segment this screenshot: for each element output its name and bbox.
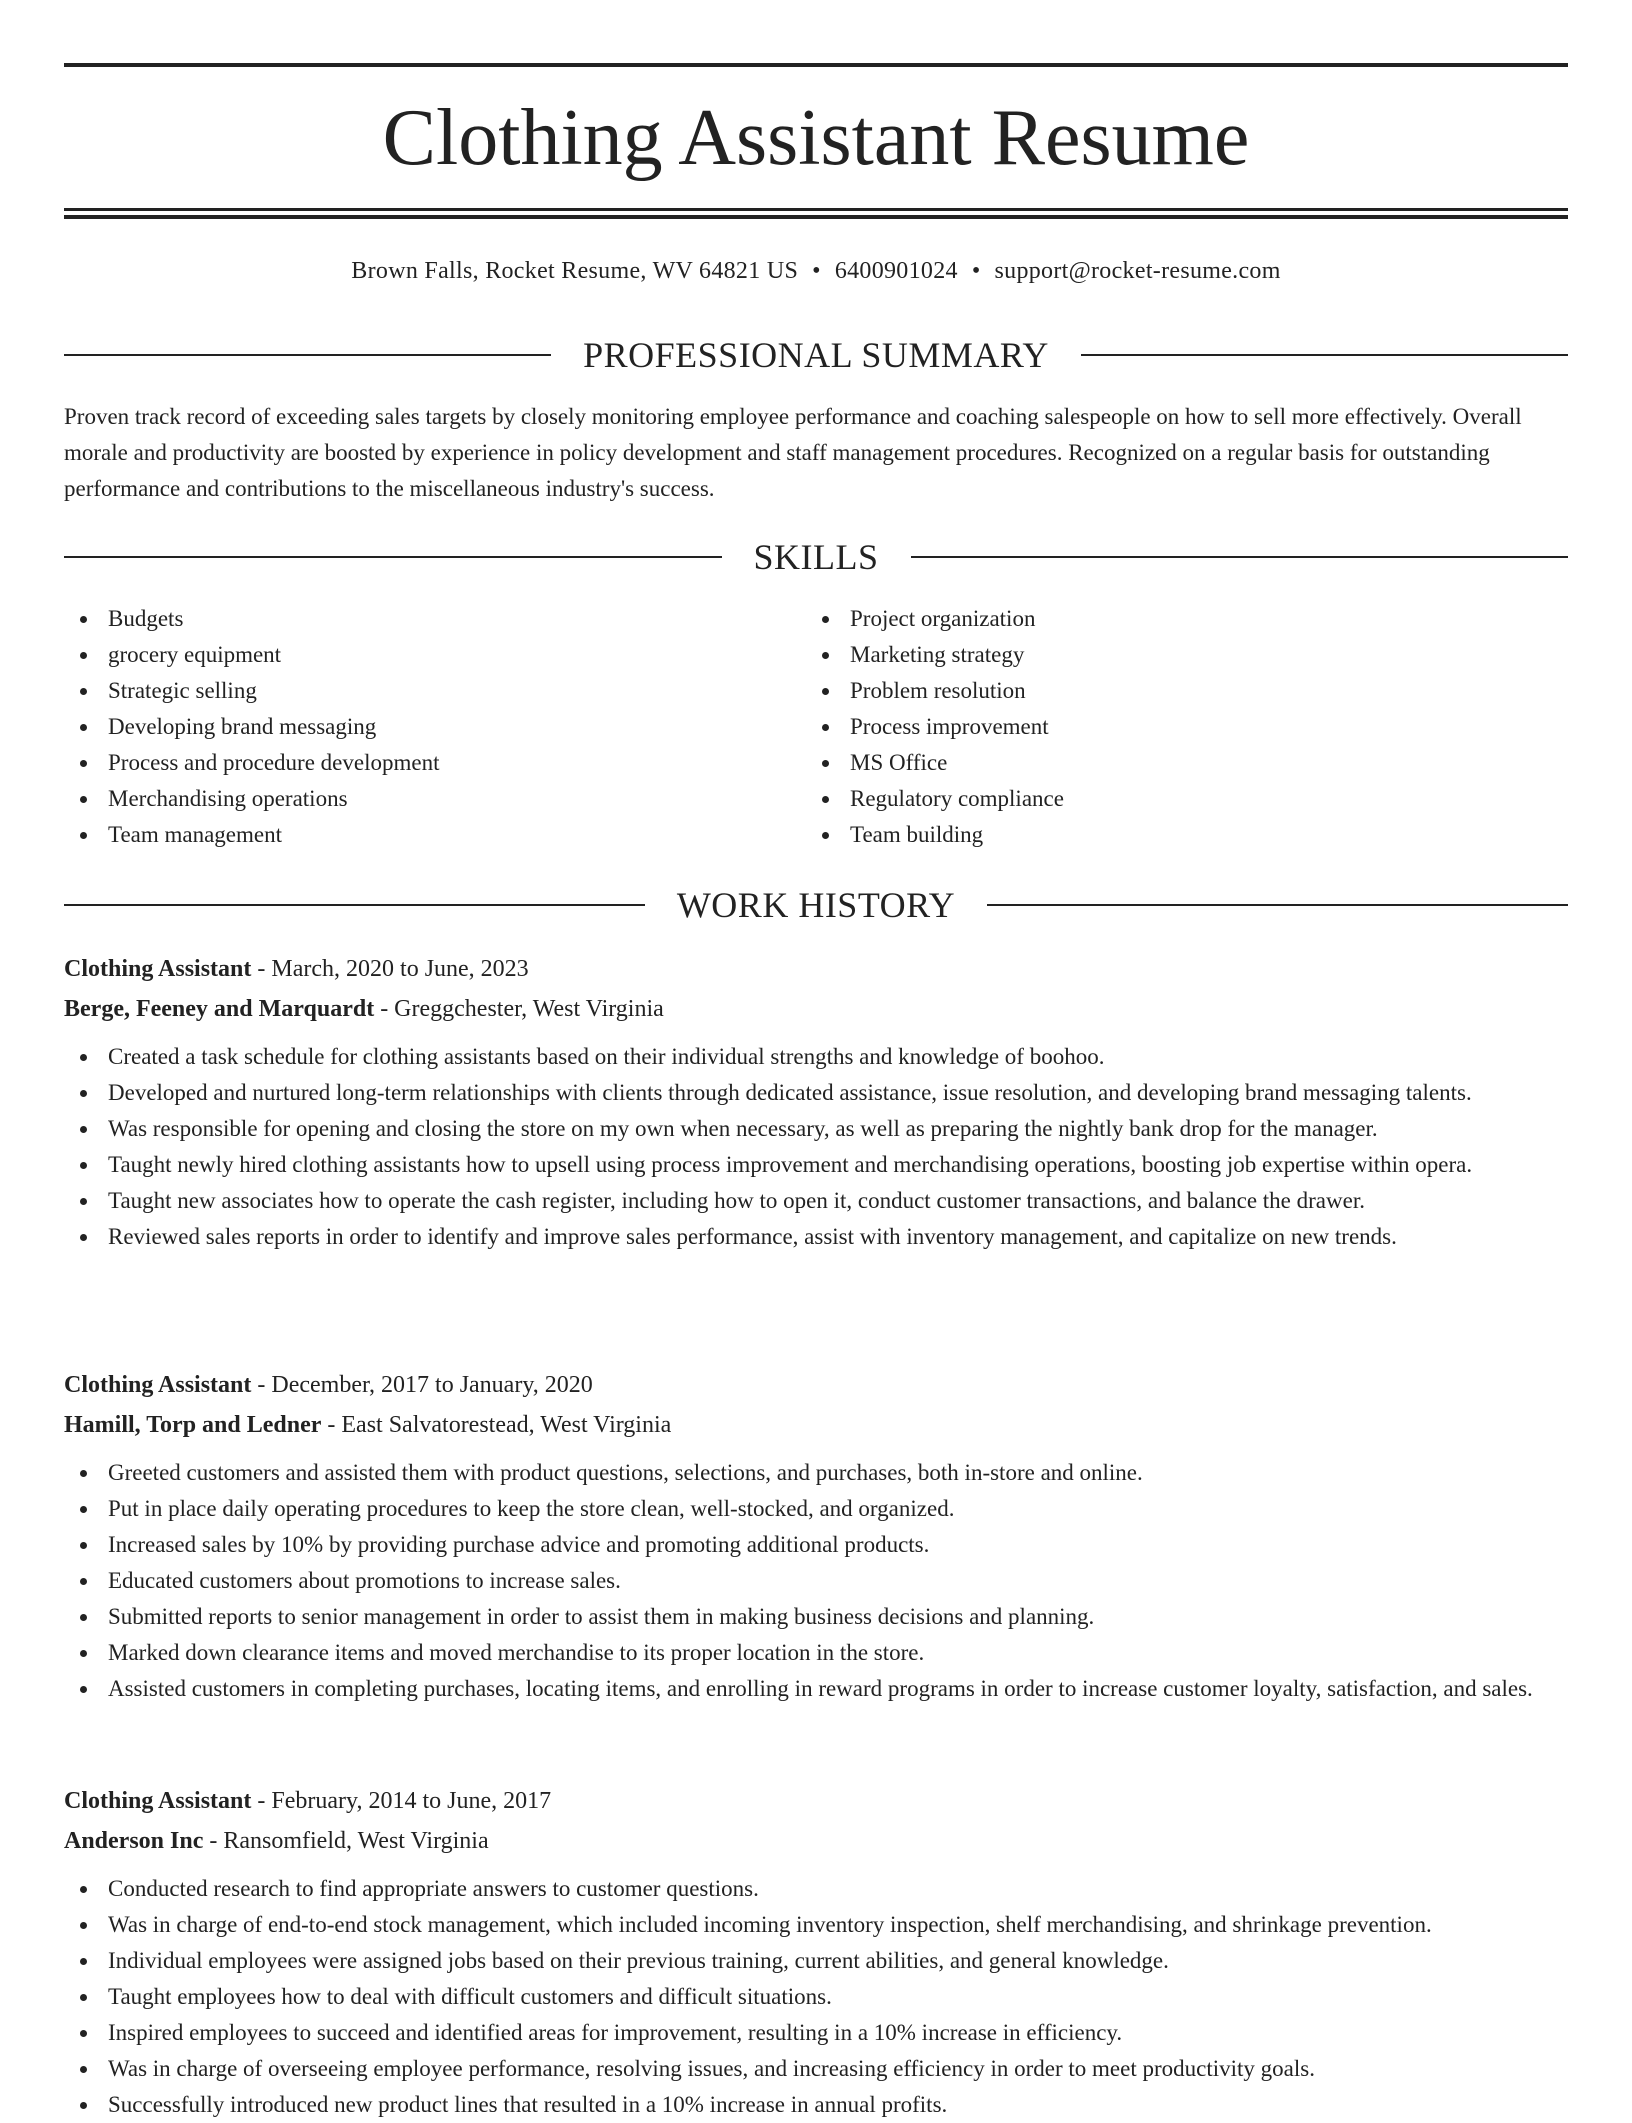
job-entry — [64, 1365, 1568, 1707]
contact-phone: 6400901024 — [834, 258, 958, 284]
job-duty: Educated customers about promotions to increase sales. — [64, 1563, 1568, 1599]
heading-rule-left — [64, 904, 645, 906]
job-duty: Taught employees how to deal with difficult customers and difficult situations. — [64, 1979, 1568, 2015]
job-title: Clothing Assistant — [64, 1372, 252, 1398]
skill-item: Merchandising operations — [64, 781, 806, 817]
contact-separator: • — [971, 258, 981, 284]
job-dates: - February, 2014 to June, 2017 — [251, 1788, 552, 1814]
job-company: Hamill, Torp and Ledner — [64, 1412, 322, 1438]
job-duty: Assisted customers in completing purchases, locating items, and enrolling in reward programs in order to increase customer loyalty, satisfaction, and sales. — [64, 1671, 1568, 1707]
skills-column-right — [806, 601, 1548, 853]
header-bottom-rule-lower — [64, 215, 1568, 219]
job-title-line — [64, 949, 1568, 989]
skill-item: Project organization — [806, 601, 1548, 637]
job-duty: Taught new associates how to operate the cash register, including how to open it, conduct customer transactions, and balance the drawer. — [64, 1183, 1568, 1219]
skill-item: Team building — [806, 817, 1548, 853]
job-dates: - December, 2017 to January, 2020 — [251, 1372, 593, 1398]
job-duty: Greeted customers and assisted them with product questions, selections, and purchases, both in-store and online. — [64, 1455, 1568, 1491]
job-company-line — [64, 989, 1568, 1029]
job-location: - Ransomfield, West Virginia — [203, 1828, 489, 1854]
skill-item: Developing brand messaging — [64, 709, 806, 745]
skill-item: Problem resolution — [806, 673, 1548, 709]
skill-item: MS Office — [806, 745, 1548, 781]
job-duty: Was in charge of overseeing employee performance, resolving issues, and increasing efficiency in order to meet productivity goals. — [64, 2051, 1568, 2087]
skill-item: grocery equipment — [64, 637, 806, 673]
heading-rule-right — [911, 556, 1569, 558]
contact-line — [64, 254, 1568, 288]
summary-heading: PROFESSIONAL SUMMARY — [583, 335, 1049, 375]
job-company: Anderson Inc — [64, 1828, 204, 1854]
skills-column-left — [64, 601, 806, 853]
job-duty: Was responsible for opening and closing the store on my own when necessary, as well as preparing the nightly bank drop for the manager. — [64, 1111, 1568, 1147]
job-duty: Created a task schedule for clothing assistants based on their individual strengths and knowledge of boohoo. — [64, 1039, 1568, 1075]
job-entry — [64, 1781, 1568, 2123]
job-duty: Put in place daily operating procedures to keep the store clean, well-stocked, and organized. — [64, 1491, 1568, 1527]
skill-item: Budgets — [64, 601, 806, 637]
heading-rule-left — [64, 354, 551, 356]
job-duties — [64, 1871, 1568, 2123]
job-company: Berge, Feeney and Marquardt — [64, 996, 375, 1022]
job-duty: Increased sales by 10% by providing purchase advice and promoting additional products. — [64, 1527, 1568, 1563]
resume-title: Clothing Assistant Resume — [382, 94, 1250, 182]
job-duty: Individual employees were assigned jobs based on their previous training, current abilities, and general knowledge. — [64, 1943, 1568, 1979]
job-duty: Conducted research to find appropriate answers to customer questions. — [64, 1871, 1568, 1907]
skills-list — [64, 601, 1568, 853]
contact-address: Brown Falls, Rocket Resume, WV 64821 US — [351, 258, 799, 284]
heading-rule-right — [987, 904, 1568, 906]
skill-item: Marketing strategy — [806, 637, 1548, 673]
job-duty: Developed and nurtured long-term relationships with clients through dedicated assistance, issue resolution, and developing brand messaging talents. — [64, 1075, 1568, 1111]
skills-heading-row — [64, 535, 1568, 579]
job-company-line — [64, 1821, 1568, 1861]
job-duty: Successfully introduced new product lines that resulted in a 10% increase in annual profits. — [64, 2087, 1568, 2123]
heading-rule-left — [64, 556, 722, 558]
skills-heading: SKILLS — [753, 537, 879, 577]
heading-rule-right — [1081, 354, 1568, 356]
job-duties — [64, 1039, 1568, 1255]
skill-item: Strategic selling — [64, 673, 806, 709]
contact-separator: • — [812, 258, 821, 284]
work-heading: WORK HISTORY — [676, 885, 956, 925]
skill-item: Process improvement — [806, 709, 1548, 745]
job-duties — [64, 1455, 1568, 1707]
job-entry — [64, 949, 1568, 1255]
job-duty: Marked down clearance items and moved merchandise to its proper location in the store. — [64, 1635, 1568, 1671]
job-location: - East Salvatorestead, West Virginia — [321, 1412, 672, 1438]
job-title-line — [64, 1781, 1568, 1821]
job-duty: Submitted reports to senior management in order to assist them in making business decisions and planning. — [64, 1599, 1568, 1635]
job-company-line — [64, 1405, 1568, 1445]
job-title: Clothing Assistant — [64, 956, 252, 982]
job-duty: Was in charge of end-to-end stock management, which included incoming inventory inspection, shelf merchandising, and shrinkage prevention. — [64, 1907, 1568, 1943]
skill-item: Team management — [64, 817, 806, 853]
job-title-line — [64, 1365, 1568, 1405]
header-bottom-rule-upper — [64, 208, 1568, 211]
contact-email: support@rocket-resume.com — [994, 258, 1281, 284]
job-duty: Inspired employees to succeed and identified areas for improvement, resulting in a 10% increase in efficiency. — [64, 2015, 1568, 2051]
job-location: - Greggchester, West Virginia — [374, 996, 664, 1022]
header-top-rule — [64, 63, 1568, 67]
job-duty: Taught newly hired clothing assistants how to upsell using process improvement and merchandising operations, boosting job expertise within opera. — [64, 1147, 1568, 1183]
summary-heading-row — [64, 333, 1568, 377]
skill-item: Regulatory compliance — [806, 781, 1548, 817]
job-title: Clothing Assistant — [64, 1788, 252, 1814]
work-heading-row — [64, 883, 1568, 927]
job-duty: Reviewed sales reports in order to identify and improve sales performance, assist with inventory management, and capitalize on new trends. — [64, 1219, 1568, 1255]
summary-text: Proven track record of exceeding sales targets by closely monitoring employee performance and coaching salespeople on how to sell more effectively. Overall morale and productivity are boosted by experience in policy development and staff management procedures. Recognized on a regular basis for outstanding performance and contributions to the miscellaneous industry's success. — [64, 404, 1522, 501]
skill-item: Process and procedure development — [64, 745, 806, 781]
job-dates: - March, 2020 to June, 2023 — [251, 956, 529, 982]
